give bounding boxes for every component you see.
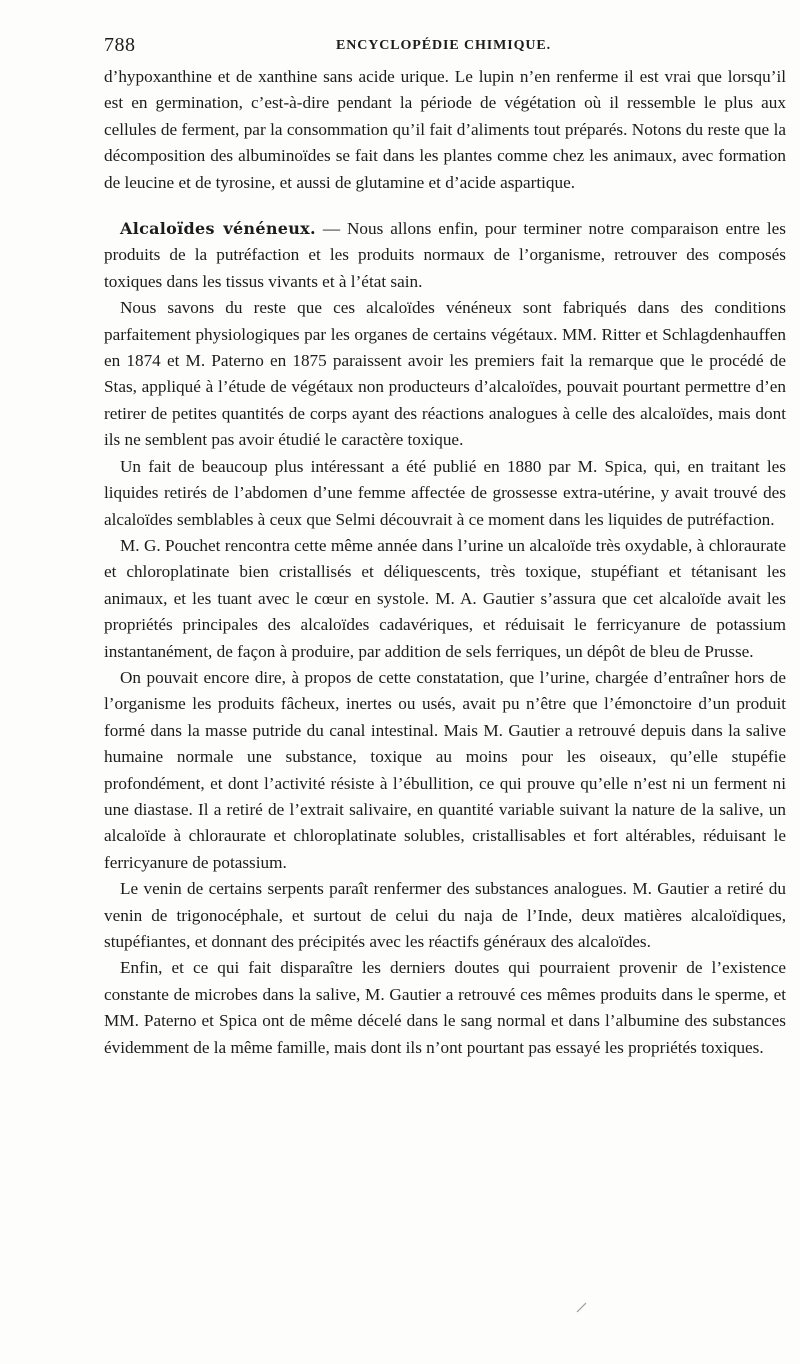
page-header	[104, 34, 786, 58]
paragraph-continued: d’hypoxanthine et de xanthine sans acide urique. Le lupin n’en renferme il est vrai que lorsqu’il est en germination, c’est-à-dire pendant la période de végétation où il ressemble le plus aux cellules de ferment, par la consommation qu’il fait d’aliments tout préparés. Notons du reste que la décomposition des albuminoïdes se fait dans les plantes comme chez les animaux, avec formation de leucine et de tyrosine, et aussi de glutamine et d’acide aspartique.	[104, 67, 786, 192]
paragraph: Enfin, et ce qui fait disparaître les derniers doutes qui pourraient provenir de l’existence constante de microbes dans la salive, M. Gautier a retrouvé ces mêmes produits dans le sperme, et MM. Paterno et Spica ont de même décelé dans le sang normal et dans l’albumine des substances évidemment de la même famille, mais dont ils n’ont pourtant pas essayé les propriétés toxiques.	[104, 958, 786, 1057]
paragraph: Un fait de beaucoup plus intéressant a été publié en 1880 par M. Spica, qui, en traitant les liquides retirés de l’abdomen d’une femme affectée de grossesse extra-utérine, y avait trouvé des alcaloïdes semblables à ceux que Selmi découvrait à ce moment dans les liquides de putréfaction.	[104, 456, 786, 529]
ink-speck	[575, 1300, 589, 1314]
section-heading: Alcaloïdes vénéneux.	[120, 219, 316, 239]
paragraph: Le venin de certains serpents paraît renfermer des substances analogues. M. Gautier a retiré du venin de trigonocéphale, et surtout de celui du naja de l’Inde, deux matières alcaloïdiques, stupéfiantes, et donnant des précipités avec les réactifs généraux des alcaloïdes.	[104, 879, 786, 951]
paragraph: M. G. Pouchet rencontra cette même année dans l’urine un alcaloïde très oxydable, à chloraurate et chloroplatinate bien cristallisés et déliquescents, très toxique, stupéfiant et tétanisant les animaux, et les tuant avec le cœur en systole. M. A. Gautier s’assura que cet alcaloïde avait les propriétés principales des alcaloïdes cadavériques, et réduisait le ferricyanure de potassium instantanément, de façon à produire, par addition de sels ferriques, un dépôt de bleu de Prusse.	[104, 535, 786, 661]
paragraph: On pouvait encore dire, à propos de cette constatation, que l’urine, chargée d’entraîner hors de l’organisme les produits fâcheux, inertes ou usés, avait pu n’être que l’émonctoire d’un produit formé dans la masse putride du canal intestinal. Mais M. Gautier a retrouvé depuis dans la salive humaine normale une substance, toxique au moins pour les oiseaux, qu’elle stupéfie profondément, et dont l’activité résiste à l’ébullition, ce qui prouve qu’elle n’est ni un ferment ni une diastase. Il a retiré de l’extrait salivaire, en quantité variable suivant la nature de la salive, un alcaloïde à chloraurate et chloroplatinate solubles, cristallisables et fort altérables, réduisant le ferricyanure de potassium.	[104, 667, 786, 872]
paragraph: Nous savons du reste que ces alcaloïdes vénéneux sont fabriqués dans des conditions parfaitement physiologiques par les organes de certains végétaux. MM. Ritter et Schlagdenhauffen en 1874 et M. Paterno en 1875 paraissent avoir les premiers fait la remarque que le procédé de Stas, appliqué à l’étude de végétaux non producteurs d’alcaloïdes, pouvait pourtant permettre d’en retirer de petites quantités de corps ayant des réactions analogues à celle des alcaloïdes, mais dont ils ne semblent pas avoir étudié le caractère toxique.	[104, 298, 786, 450]
section-lead-text: Nous allons enfin, pour terminer notre comparaison entre les produits de la putréfaction et les produits normaux de l’organisme, retrouver des composés toxiques dans les tissus vivants et à l’état sain.	[104, 219, 786, 291]
page-number: 788	[104, 34, 136, 56]
section-paragraph	[104, 216, 786, 295]
body-text	[104, 64, 786, 1061]
section-dash: —	[315, 219, 348, 239]
running-head: ENCYCLOPÉDIE CHIMIQUE.	[336, 38, 552, 53]
